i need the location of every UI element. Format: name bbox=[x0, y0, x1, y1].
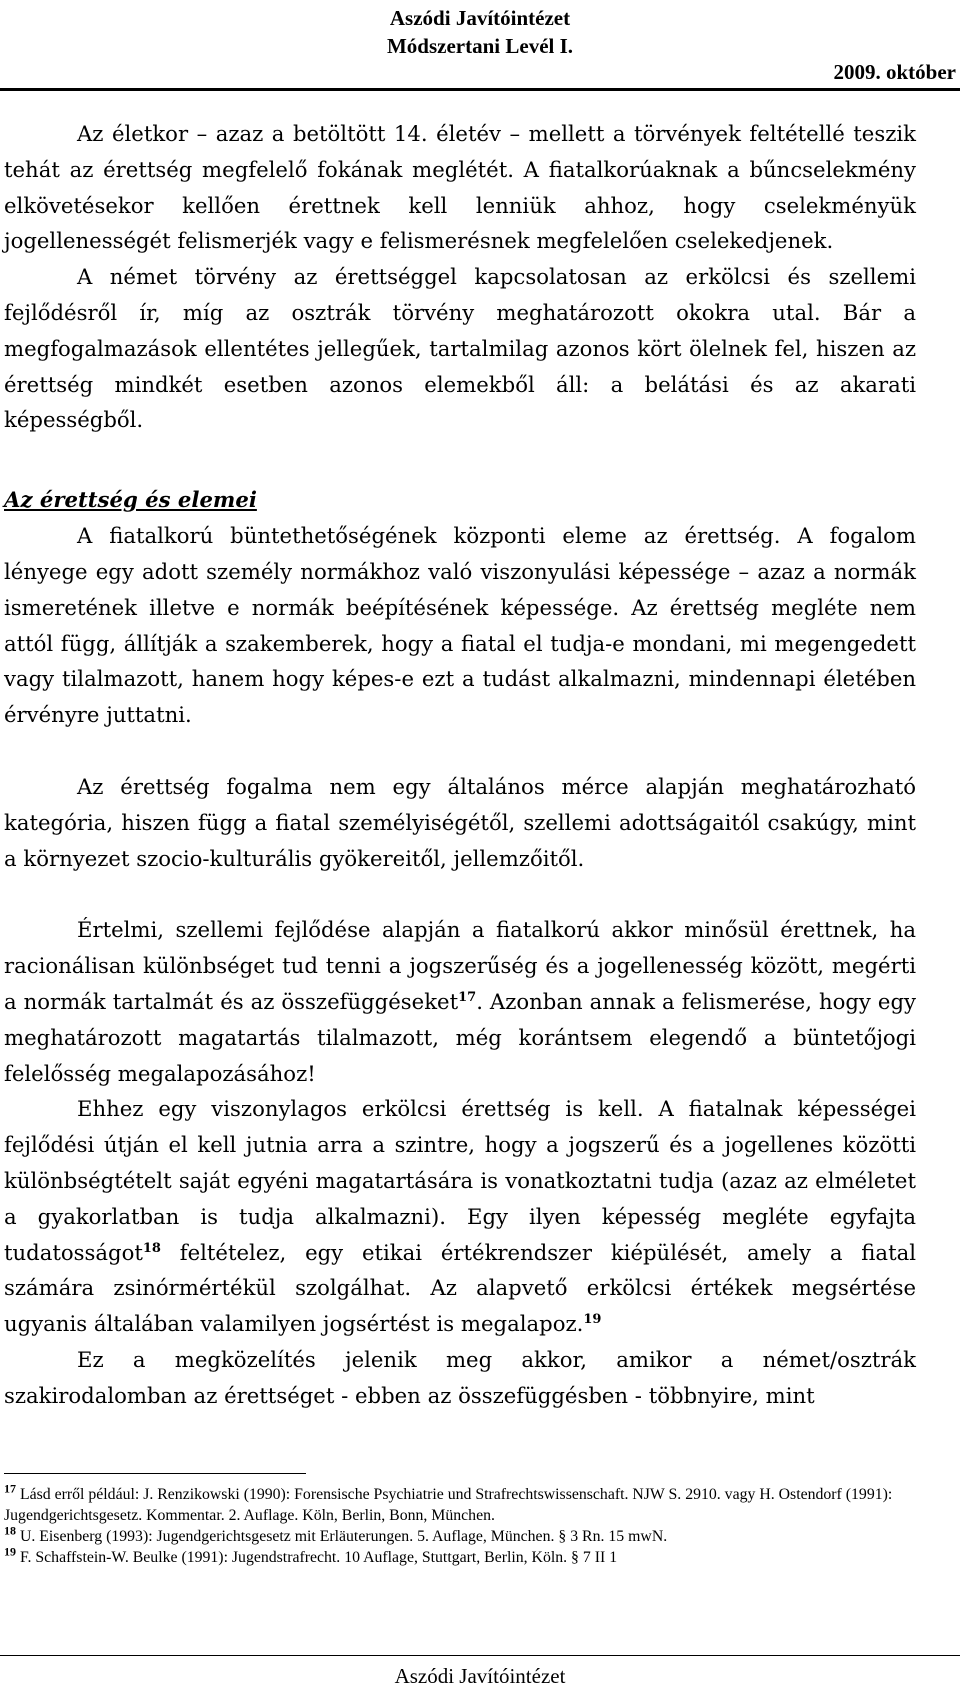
paragraph-6-text-b: feltételez, egy etikai értékrendszer kiépülését, amely a fiatal számára zsinórmértékül szolgálhat. Az alapvető erkölcsi értékek megsértése ugyanis általában valamilyen jogsértést is megalapoz. bbox=[4, 1239, 916, 1337]
header-publication: Módszertani Levél I. bbox=[386, 34, 574, 58]
footnote-number: 18 bbox=[4, 1523, 16, 1538]
footnote-ref-19[interactable]: 19 bbox=[583, 1312, 602, 1328]
paragraph-5-text-a: Értelmi, szellemi fejlődése alapján a fiatalkorú akkor minősül érettnek, ha racionálisan különbséget tud tenni a jogszerűség és a jogellenesség között, megérti a normák tartalmát és az összefüggéseket bbox=[4, 917, 916, 1014]
page-footer: Aszódi Javítóintézet bbox=[394, 1664, 566, 1688]
footnote-18 bbox=[4, 1523, 958, 1547]
spacer bbox=[4, 876, 916, 912]
header-date: 2009. október bbox=[833, 60, 956, 84]
paragraph-7: Ez a megközelítés jelenik meg akkor, amikor a német/osztrák szakirodalomban az érettséget - ebben az összefüggésben - többnyire, mint bbox=[4, 1346, 916, 1408]
footnote-text: F. Schaffstein-W. Beulke (1991): Jugendstrafrecht. 10 Auflage, Stuttgart, Berlin, Köln. § 7 II 1 bbox=[16, 1549, 618, 1566]
paragraph-5 bbox=[4, 912, 916, 1091]
footnote-17 bbox=[4, 1481, 958, 1526]
footnote-text: U. Eisenberg (1993): Jugendgerichtsgesetz mit Erläuterungen. 5. Auflage, München. § 3 Rn. 15 mwN. bbox=[16, 1528, 668, 1545]
footnote-separator bbox=[4, 1473, 306, 1474]
footnotes bbox=[4, 1481, 958, 1568]
footnote-number: 17 bbox=[4, 1481, 16, 1496]
spacer bbox=[4, 438, 916, 474]
footer-rule bbox=[0, 1655, 960, 1656]
paragraph-3: A fiatalkorú büntethetőségének központi eleme az érettség. A fogalom lényege egy adott személy normákhoz való viszonyulási képessége – azaz a normák ismeretének illetve e normák beépítésének képessége. Az érettség megléte nem attól függ, állítják a szakemberek, hogy a fiatal el tudja-e mondani, mi megengedett vagy tilalmazott, hanem hogy képes-e ezt a tudást alkalmazni, mindennapi életében érvényre juttatni. bbox=[4, 523, 916, 728]
paragraph-6 bbox=[4, 1091, 916, 1342]
footnote-number: 19 bbox=[4, 1544, 16, 1559]
header-institution: Aszódi Javítóintézet bbox=[389, 6, 571, 30]
paragraph-6-text-a: Ehhez egy viszonylagos erkölcsi érettség is kell. A fiatalnak képességei fejlődési útján el kell jutnia arra a szintre, hogy a jogszerű és a jogellenes közötti különbségtételt saját egyéni magatartására is vonatkoztatni tudja (azaz az elméletet a gyakorlatban is tudja alkalmazni). Egy ilyen képesség megléte egyfajta tudatosságot bbox=[4, 1096, 916, 1265]
paragraph-5-text-b: . Azonban annak a felismerése, hogy egy meghatározott magatartás tilalmazott, még korántsem elegendő a büntetőjogi felelősség megalapozásához! bbox=[4, 988, 916, 1086]
paragraph-1: Az életkor – azaz a betöltött 14. életév – mellett a törvények feltétellé teszik tehát az érettség megfelelő fokának meglétét. A fiatalkorúaknak a bűncselekmény elkövetésekor kellően érettnek kell lenniük ahhoz, hogy cselekményük jogellenességét felismerjék vagy e felismerésnek megfelelően cselekedjenek. bbox=[4, 121, 916, 254]
section-heading: Az érettség és elemei bbox=[4, 487, 257, 513]
spacer bbox=[4, 733, 916, 769]
document-body bbox=[4, 116, 916, 1414]
header-rule bbox=[0, 88, 960, 91]
footnote-ref-18[interactable]: 18 bbox=[142, 1240, 161, 1256]
footnote-19 bbox=[4, 1544, 958, 1568]
footnote-ref-17[interactable]: 17 bbox=[458, 989, 477, 1005]
footnote-text: Lásd erről például: J. Renzikowski (1990): Forensische Psychiatrie und Strafrechtswissenschaft. NJW S. 2910. vagy H. Ostendorf (1991): Jugendgerichtsgesetz. Kommentar. 2. Auflage. Köln, Berlin, Bonn, München. bbox=[4, 1486, 893, 1524]
paragraph-2: A német törvény az érettséggel kapcsolatosan az erkölcsi és szellemi fejlődésről ír, míg az osztrák törvény meghatározott okokra utal. Bár a megfogalmazások ellentétes jellegűek, tartalmilag azonos kört ölelnek fel, hiszen az érettség mindkét esetben azonos elemekből áll: a belátási és az akarati képességből. bbox=[4, 264, 916, 433]
page-header bbox=[0, 4, 960, 60]
paragraph-4: Az érettség fogalma nem egy általános mérce alapján meghatározható kategória, hiszen függ a fiatal személyiségétől, szellemi adottságaitól csakúgy, mint a környezet szocio-kulturális gyökereitől, jellemzőitől. bbox=[4, 773, 916, 871]
